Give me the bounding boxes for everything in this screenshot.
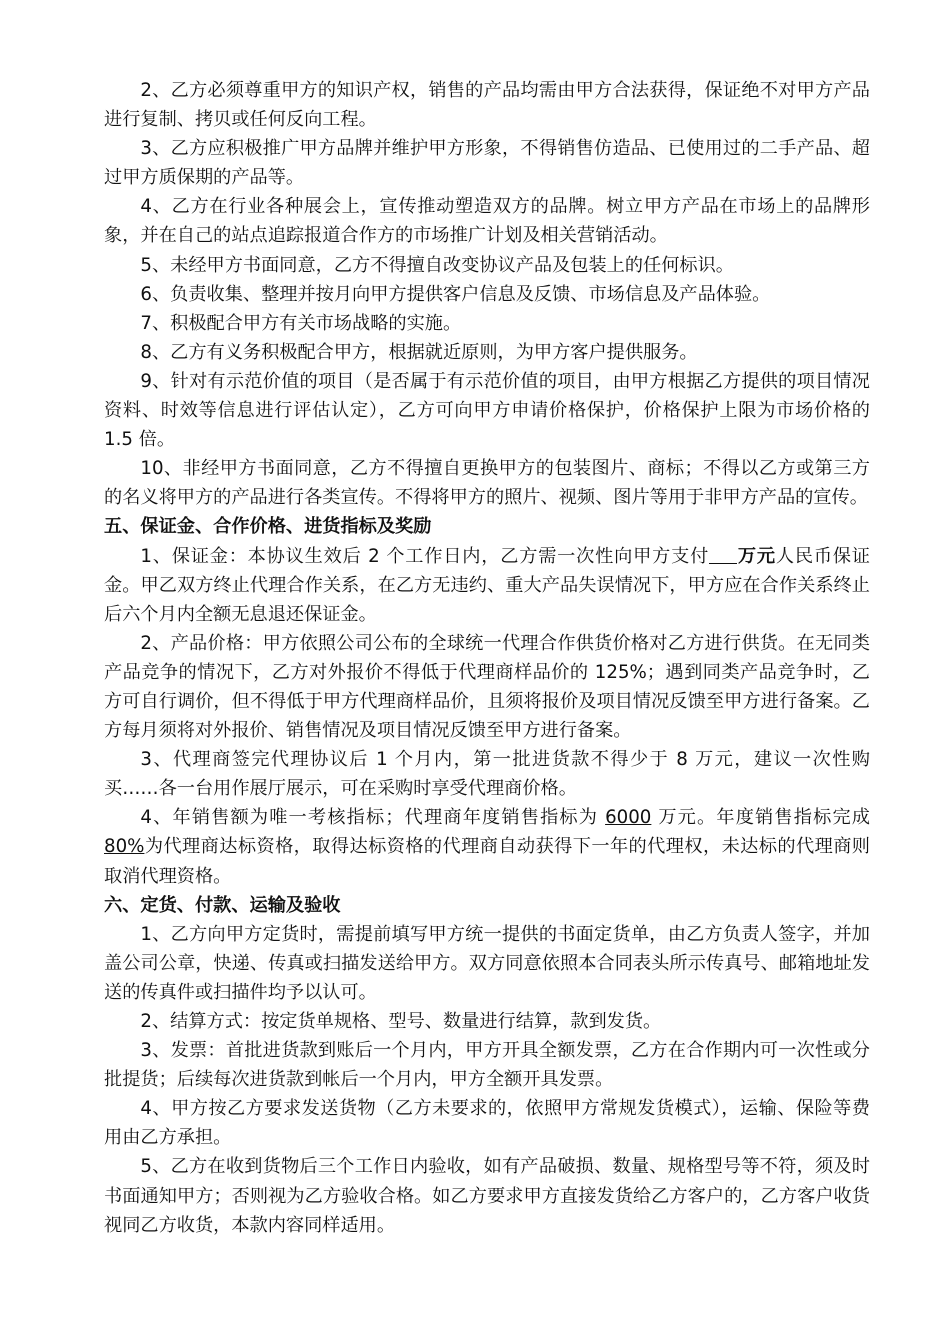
clause-6-1: 1、乙方向甲方定货时，需提前填写甲方统一提供的书面定货单，由乙方负责人签字，并加盖公司公章，快递、传真或扫描发送给甲方。双方同意依照本合同表头所示传真号、邮箱地址发送的传真件或扫描件均予以认可。	[104, 923, 870, 1003]
target-percent-value: 80%	[104, 836, 145, 858]
clause-4-7: 7、积极配合甲方有关市场战略的实施。	[140, 312, 462, 334]
sales-target-value: 6000	[605, 807, 652, 829]
clause-4-10: 10、非经甲方书面同意，乙方不得擅自更换甲方的包装图片、商标；不得以乙方或第三方的名义将甲方的产品进行各类宣传。不得将甲方的照片、视频、图片等用于非甲方产品的宣传。	[104, 458, 870, 509]
clause-6-5: 5、乙方在收到货物后三个工作日内验收，如有产品破损、数量、规格型号等不符，须及时书面通知甲方；否则视为乙方验收合格。如乙方要求甲方直接发货给乙方客户的，乙方客户收货视同乙方收货，本款内容同样适用。	[104, 1156, 870, 1236]
clause-4-4: 4、乙方在行业各种展会上，宣传推动塑造双方的品牌。树立甲方产品在市场上的品牌形象，并在自己的站点追踪报道合作方的市场推广计划及相关营销活动。	[104, 196, 870, 247]
clause-5-4-text-a: 4、年销售额为唯一考核指标；代理商年度销售指标为	[140, 807, 606, 829]
clause-5-2: 2、产品价格：甲方依照公司公布的全球统一代理合作供货价格对乙方进行供货。在无同类产品竞争的情况下，乙方对外报价不得低于代理商样品价的 125%；遇到同类产品竞争时，乙方可自行调价，但不得低于甲方代理商样品价，且须将报价及项目情况反馈至甲方进行备案。乙方每月须将对外报价、销售情况及项目情况反馈至甲方进行备案。	[104, 632, 870, 742]
clause-5-4	[104, 803, 870, 890]
section-5-heading: 五、保证金、合作价格、进货指标及奖励	[104, 516, 432, 538]
document-page	[104, 76, 870, 1240]
clause-4-5: 5、未经甲方书面同意，乙方不得擅自改变协议产品及包装上的任何标识。	[140, 254, 734, 276]
clause-4-8: 8、乙方有义务积极配合甲方，根据就近原则，为甲方客户提供服务。	[140, 341, 698, 363]
deposit-amount-blank	[709, 545, 737, 564]
clause-5-4-text-c: 为代理商达标资格，取得达标资格的代理商自动获得下一年的代理权，未达标的代理商则取消代理资格。	[104, 836, 870, 887]
clause-4-6: 6、负责收集、整理并按月向甲方提供客户信息及反馈、市场信息及产品体验。	[140, 283, 771, 305]
clause-4-3: 3、乙方应积极推广甲方品牌并维护甲方形象，不得销售仿造品、已使用过的二手产品、超过甲方质保期的产品等。	[104, 138, 870, 189]
clause-5-1-text-b: 人民币保证金。甲乙双方终止代理合作关系，在乙方无违约、重大产品失误情况下，甲方应在合作关系终止后六个月内全额无息退还保证金。	[104, 545, 870, 625]
clause-5-4-text-b: 万元。年度销售指标完成	[651, 807, 870, 829]
clause-6-3: 3、发票：首批进货款到账后一个月内，甲方开具全额发票，乙方在合作期内可一次性或分批提货；后续每次进货款到帐后一个月内，甲方全额开具发票。	[104, 1040, 870, 1091]
clause-5-1	[104, 542, 870, 629]
clause-5-1-text-a: 1、保证金：本协议生效后 2 个工作日内，乙方需一次性向甲方支付	[140, 545, 710, 567]
clause-4-2: 2、乙方必须尊重甲方的知识产权，销售的产品均需由甲方合法获得，保证绝不对甲方产品进行复制、拷贝或任何反向工程。	[104, 80, 870, 131]
deposit-unit: 万元	[737, 545, 776, 567]
section-6-heading: 六、定货、付款、运输及验收	[104, 894, 341, 916]
clause-4-9: 9、针对有示范价值的项目（是否属于有示范价值的项目，由甲方根据乙方提供的项目情况资料、时效等信息进行评估认定），乙方可向甲方申请价格保护，价格保护上限为市场价格的 1.5 倍。	[104, 370, 870, 451]
clause-6-4: 4、甲方按乙方要求发送货物（乙方未要求的，依照甲方常规发货模式），运输、保险等费用由乙方承担。	[104, 1098, 870, 1149]
clause-6-2: 2、结算方式：按定货单规格、型号、数量进行结算，款到发货。	[140, 1011, 662, 1032]
clause-5-3: 3、代理商签完代理协议后 1 个月内，第一批进货款不得少于 8 万元，建议一次性购买……各一台用作展厅展示，可在采购时享受代理商价格。	[104, 749, 870, 800]
